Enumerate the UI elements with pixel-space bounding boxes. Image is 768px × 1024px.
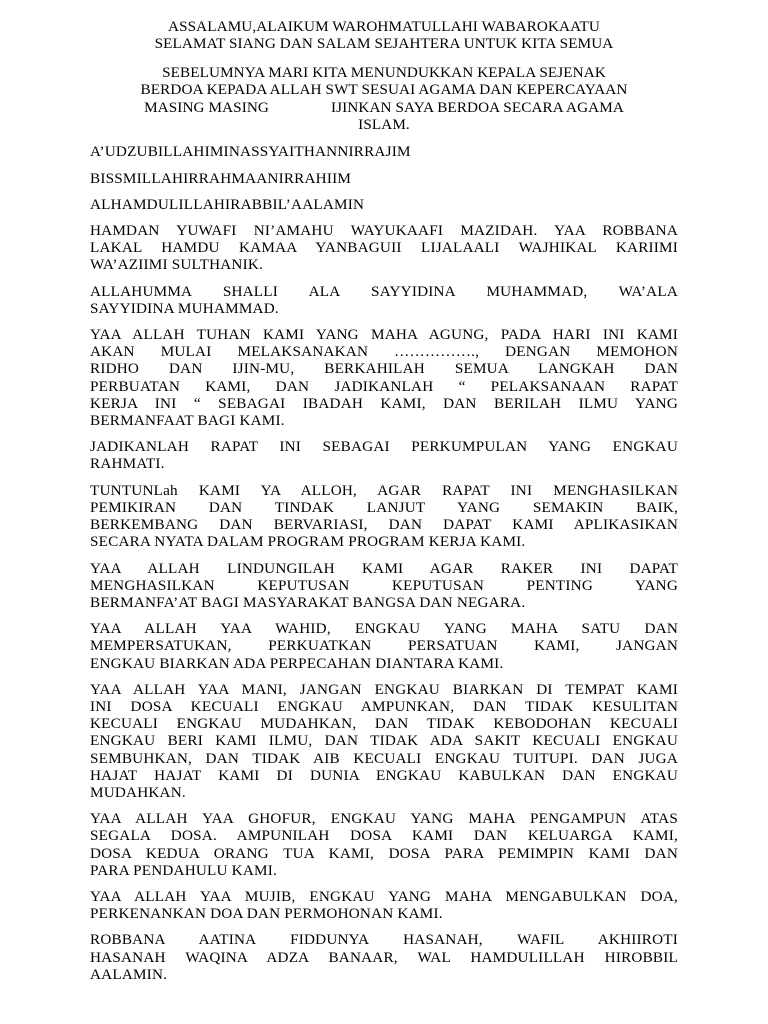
taawudz-line: A’UDZUBILLAHIMINASSYAITHANNIRRAJIM bbox=[90, 143, 411, 161]
paragraph-line: SAYYIDINA MUHAMMAD. bbox=[90, 299, 279, 317]
paragraph-line: AALAMIN. bbox=[90, 965, 168, 983]
greeting-line-2: SELAMAT SIANG DAN SALAM SEJAHTERA UNTUK KITA SEMUA bbox=[154, 35, 614, 53]
paragraph-line: BERMANFAAT BAGI KAMI. bbox=[90, 412, 285, 430]
intro-line-3b: IJINKAN SAYA BERDOA SECARA AGAMA bbox=[330, 98, 624, 116]
paragraph-line: LAKAL HAMDU KAMAA YANBAGUII LIJALAALI WAJHIKAL KARIIMI bbox=[90, 239, 678, 257]
intro-line-3a: MASING MASING bbox=[144, 98, 269, 116]
paragraph-line: PERBUATAN KAMI, DAN JADIKANLAH “ PELAKSANAAN RAPAT bbox=[90, 377, 678, 395]
prayer-body bbox=[90, 222, 678, 983]
prayer-paragraph-tuntunlah bbox=[90, 482, 678, 551]
paragraph-line: PERKENANKAN DOA DAN PERMOHONAN KAMI. bbox=[90, 905, 443, 923]
paragraph-line: HASANAH WAQINA ADZA BANAAR, WAL HAMDULILLAH HIROBBIL bbox=[90, 948, 678, 966]
paragraph-line: BERMANFA’AT BAGI MASYARAKAT BANGSA DAN NEGARA. bbox=[90, 593, 526, 611]
prayer-paragraph-ghofur bbox=[90, 810, 678, 879]
paragraph-line: RIDHO DAN IJIN-MU, BERKAHILAH SEMUA LANGKAH DAN bbox=[90, 360, 678, 378]
intro-line-1: SEBELUMNYA MARI KITA MENUNDUKKAN KEPALA SEJENAK bbox=[162, 63, 606, 81]
paragraph-line: SEMBUHKAN, DAN TIDAK AIB KECUALI ENGKAU TUITUPI. DAN JUGA bbox=[90, 749, 678, 767]
paragraph-line: ENGKAU BERI KAMI ILMU, DAN TIDAK ADA SAKIT KECUALI ENGKAU bbox=[90, 732, 678, 750]
prayer-paragraph-robbana bbox=[90, 931, 678, 983]
paragraph-line: ALLAHUMMA SHALLI ALA SAYYIDINA MUHAMMAD, WA’ALA bbox=[90, 282, 678, 300]
paragraph-line: MENGHASILKAN KEPUTUSAN KEPUTUSAN PENTING YANG bbox=[90, 576, 678, 594]
paragraph-line: INI DOSA KECUALI ENGKAU AMPUNKAN, DAN TIDAK KESULITAN bbox=[90, 697, 678, 715]
paragraph-line: YAA ALLAH YAA MUJIB, ENGKAU YANG MAHA MENGABULKAN DOA, bbox=[90, 887, 678, 905]
paragraph-line: MUDAHKAN. bbox=[90, 783, 186, 801]
paragraph-line: MEMPERSATUKAN, PERKUATKAN PERSATUAN KAMI, JANGAN bbox=[90, 637, 678, 655]
paragraph-line: WA’AZIIMI SULTHANIK. bbox=[90, 256, 264, 274]
paragraph-line: PARA PENDAHULU KAMI. bbox=[90, 861, 277, 879]
prayer-paragraph-wahid bbox=[90, 620, 678, 672]
intro-line-2: BERDOA KEPADA ALLAH SWT SESUAI AGAMA DAN KEPERCAYAAN bbox=[140, 81, 628, 99]
intro-line-3 bbox=[90, 99, 678, 116]
paragraph-line: KERJA INI “ SEBAGAI IBADAH KAMI, DAN BERILAH ILMU YANG bbox=[90, 394, 678, 412]
paragraph-line: ROBBANA AATINA FIDDUNYA HASANAH, WAFIL AKHIIROTI bbox=[90, 931, 678, 949]
prayer-paragraph-lindungilah bbox=[90, 560, 678, 612]
paragraph-line: DOSA KEDUA ORANG TUA KAMI, DOSA PARA PEMIMPIN KAMI DAN bbox=[90, 844, 678, 862]
document-page bbox=[90, 18, 678, 992]
paragraph-line: BERKEMBANG DAN BERVARIASI, DAN DAPAT KAMI APLIKASIKAN bbox=[90, 516, 678, 534]
paragraph-line: PEMIKIRAN DAN TINDAK LANJUT YANG SEMAKIN BAIK, bbox=[90, 498, 678, 516]
paragraph-line: YAA ALLAH YAA WAHID, ENGKAU YANG MAHA SATU DAN bbox=[90, 620, 678, 638]
prayer-paragraph-shalawat bbox=[90, 283, 678, 317]
greeting-line-1: ASSALAMU,ALAIKUM WAROHMATULLAHI WABAROKAATU bbox=[168, 18, 600, 35]
paragraph-line: SECARA NYATA DALAM PROGRAM PROGRAM KERJA KAMI. bbox=[90, 533, 526, 551]
paragraph-line: TUNTUNLah KAMI YA ALLOH, AGAR RAPAT INI MENGHASILKAN bbox=[90, 481, 678, 499]
paragraph-line: ENGKAU BIARKAN ADA PERPECAHAN DIANTARA KAMI. bbox=[90, 654, 504, 672]
hamdalah-line: ALHAMDULILLAHIRABBIL’AALAMIN bbox=[90, 195, 365, 213]
greeting-header bbox=[90, 18, 678, 53]
basmalah-line: BISSMILLAHIRRAHMAANIRRAHIIM bbox=[90, 169, 352, 187]
prayer-paragraph-mani bbox=[90, 681, 678, 801]
paragraph-line: KECUALI ENGKAU MUDAHKAN, DAN TIDAK KEBODOHAN KECUALI bbox=[90, 715, 678, 733]
paragraph-line: HAJAT HAJAT KAMI DI DUNIA ENGKAU KABULKAN DAN ENGKAU bbox=[90, 766, 678, 784]
intro-line-4: ISLAM. bbox=[358, 116, 410, 134]
prayer-paragraph-hamdan bbox=[90, 222, 678, 274]
paragraph-line: RAHMATI. bbox=[90, 455, 165, 473]
prayer-paragraph-mujib bbox=[90, 888, 678, 922]
intro-block bbox=[90, 64, 678, 134]
paragraph-line: YAA ALLAH TUHAN KAMI YANG MAHA AGUNG, PADA HARI INI KAMI bbox=[90, 326, 678, 344]
paragraph-line: YAA ALLAH LINDUNGILAH KAMI AGAR RAKER INI DAPAT bbox=[90, 559, 678, 577]
paragraph-line: HAMDAN YUWAFI NI’AMAHU WAYUKAAFI MAZIDAH. YAA ROBBANA bbox=[90, 222, 678, 240]
paragraph-line: YAA ALLAH YAA GHOFUR, ENGKAU YANG MAHA PENGAMPUN ATAS bbox=[90, 810, 678, 828]
prayer-paragraph-ya-allah-tuhan bbox=[90, 326, 678, 429]
paragraph-line: SEGALA DOSA. AMPUNILAH DOSA KAMI DAN KELUARGA KAMI, bbox=[90, 827, 678, 845]
prayer-paragraph-jadikanlah bbox=[90, 438, 678, 472]
paragraph-line: JADIKANLAH RAPAT INI SEBAGAI PERKUMPULAN YANG ENGKAU bbox=[90, 438, 678, 456]
paragraph-line: AKAN MULAI MELAKSANAKAN ……………., DENGAN MEMOHON bbox=[90, 343, 678, 361]
paragraph-line: YAA ALLAH YAA MANI, JANGAN ENGKAU BIARKAN DI TEMPAT KAMI bbox=[90, 680, 678, 698]
